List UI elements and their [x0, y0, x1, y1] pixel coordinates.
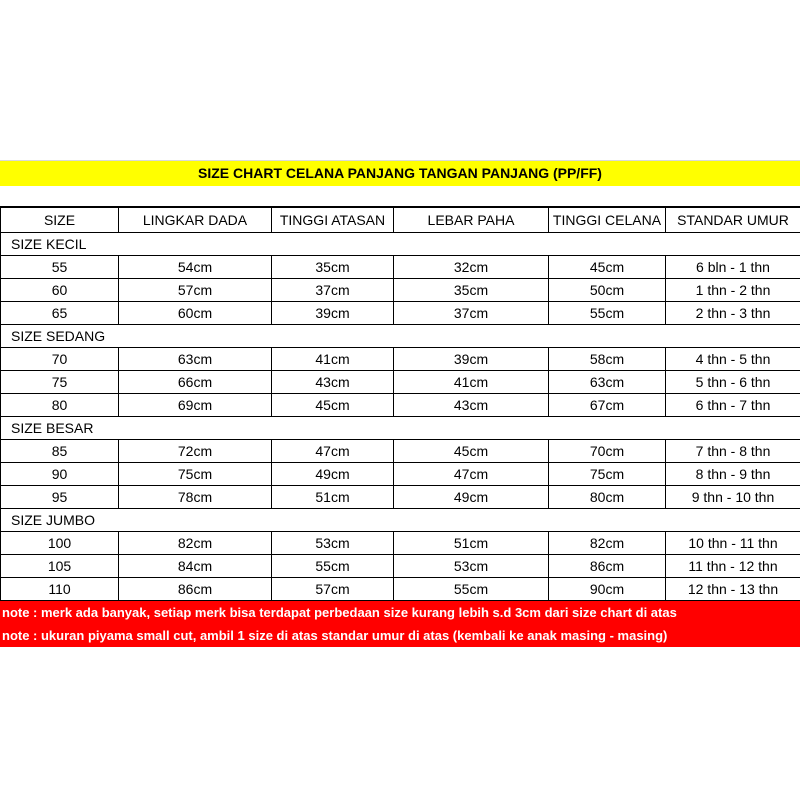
table-cell: 37cm: [394, 302, 549, 325]
size-group-blank: [119, 509, 800, 532]
table-cell: 45cm: [549, 256, 666, 279]
table-cell: 53cm: [394, 555, 549, 578]
size-table: [0, 207, 800, 601]
table-cell: 70cm: [549, 440, 666, 463]
col-header-tinggi-celana: TINGGI CELANA: [549, 208, 666, 233]
table-cell: 55cm: [272, 555, 394, 578]
table-cell: 43cm: [272, 371, 394, 394]
table-cell: 43cm: [394, 394, 549, 417]
col-header-lebar-paha: LEBAR PAHA: [394, 208, 549, 233]
table-cell: 69cm: [119, 394, 272, 417]
size-group-label: SIZE JUMBO: [1, 509, 119, 532]
table-row: [1, 440, 800, 463]
table-cell: 72cm: [119, 440, 272, 463]
table-row: [1, 532, 800, 555]
table-cell: 60cm: [119, 302, 272, 325]
table-cell: 47cm: [394, 463, 549, 486]
table-cell: 37cm: [272, 279, 394, 302]
table-cell: 90: [1, 463, 119, 486]
table-cell: 75cm: [119, 463, 272, 486]
table-cell: 39cm: [272, 302, 394, 325]
table-cell: 39cm: [394, 348, 549, 371]
table-row: [1, 279, 800, 302]
table-cell: 49cm: [394, 486, 549, 509]
table-cell: 6 thn - 7 thn: [666, 394, 800, 417]
table-cell: 35cm: [272, 256, 394, 279]
table-row: [1, 578, 800, 601]
size-group-blank: [119, 325, 800, 348]
size-group-label: SIZE SEDANG: [1, 325, 119, 348]
size-group-blank: [119, 417, 800, 440]
table-cell: 57cm: [119, 279, 272, 302]
table-cell: 41cm: [272, 348, 394, 371]
header-row: [1, 208, 800, 233]
table-cell: 63cm: [119, 348, 272, 371]
table-cell: 35cm: [394, 279, 549, 302]
table-cell: 7 thn - 8 thn: [666, 440, 800, 463]
table-cell: 84cm: [119, 555, 272, 578]
table-cell: 32cm: [394, 256, 549, 279]
table-cell: 75: [1, 371, 119, 394]
table-row: [1, 256, 800, 279]
note-line: note : ukuran piyama small cut, ambil 1 size di atas standar umur di atas (kembali ke anak masing - masing): [2, 628, 668, 643]
table-cell: 67cm: [549, 394, 666, 417]
chart-title: SIZE CHART CELANA PANJANG TANGAN PANJANG (PP/FF): [0, 160, 800, 186]
table-cell: 54cm: [119, 256, 272, 279]
table-cell: 82cm: [549, 532, 666, 555]
table-cell: 45cm: [272, 394, 394, 417]
table-cell: 55: [1, 256, 119, 279]
table-row: [1, 463, 800, 486]
table-cell: 86cm: [549, 555, 666, 578]
table-cell: 86cm: [119, 578, 272, 601]
table-cell: 100: [1, 532, 119, 555]
table-cell: 75cm: [549, 463, 666, 486]
table-cell: 63cm: [549, 371, 666, 394]
table-row: [1, 348, 800, 371]
table-cell: 80: [1, 394, 119, 417]
table-cell: 78cm: [119, 486, 272, 509]
col-header-lingkar-dada: LINGKAR DADA: [119, 208, 272, 233]
size-group-label: SIZE BESAR: [1, 417, 119, 440]
notes-block: [0, 601, 800, 647]
table-row: [1, 302, 800, 325]
table-row: [1, 555, 800, 578]
table-cell: 6 bln - 1 thn: [666, 256, 800, 279]
table-cell: 9 thn - 10 thn: [666, 486, 800, 509]
table-cell: 65: [1, 302, 119, 325]
table-cell: 1 thn - 2 thn: [666, 279, 800, 302]
col-header-size: SIZE: [1, 208, 119, 233]
table-cell: 51cm: [394, 532, 549, 555]
table-cell: 41cm: [394, 371, 549, 394]
table-cell: 50cm: [549, 279, 666, 302]
col-header-tinggi-atasan: TINGGI ATASAN: [272, 208, 394, 233]
table-cell: 95: [1, 486, 119, 509]
table-cell: 10 thn - 11 thn: [666, 532, 800, 555]
table-cell: 90cm: [549, 578, 666, 601]
note-line: note : merk ada banyak, setiap merk bisa terdapat perbedaan size kurang lebih s.d 3cm dari size chart di atas: [2, 605, 677, 620]
spacer-row: [0, 186, 800, 207]
table-cell: 51cm: [272, 486, 394, 509]
size-group-row: [1, 417, 800, 440]
table-cell: 85: [1, 440, 119, 463]
table-cell: 66cm: [119, 371, 272, 394]
table-cell: 58cm: [549, 348, 666, 371]
table-cell: 8 thn - 9 thn: [666, 463, 800, 486]
col-header-standar-umur: STANDAR UMUR: [666, 208, 800, 233]
table-cell: 12 thn - 13 thn: [666, 578, 800, 601]
size-group-row: [1, 509, 800, 532]
table-cell: 105: [1, 555, 119, 578]
size-chart-sheet: [0, 160, 800, 647]
table-cell: 47cm: [272, 440, 394, 463]
table-row: [1, 394, 800, 417]
table-cell: 110: [1, 578, 119, 601]
table-cell: 80cm: [549, 486, 666, 509]
table-cell: 45cm: [394, 440, 549, 463]
table-cell: 60: [1, 279, 119, 302]
table-body: [1, 233, 800, 601]
size-group-row: [1, 325, 800, 348]
table-cell: 55cm: [549, 302, 666, 325]
table-row: [1, 371, 800, 394]
table-cell: 11 thn - 12 thn: [666, 555, 800, 578]
table-cell: 2 thn - 3 thn: [666, 302, 800, 325]
table-cell: 82cm: [119, 532, 272, 555]
table-cell: 4 thn - 5 thn: [666, 348, 800, 371]
table-cell: 57cm: [272, 578, 394, 601]
table-cell: 53cm: [272, 532, 394, 555]
table-cell: 49cm: [272, 463, 394, 486]
table-cell: 5 thn - 6 thn: [666, 371, 800, 394]
table-row: [1, 486, 800, 509]
table-cell: 55cm: [394, 578, 549, 601]
size-group-label: SIZE KECIL: [1, 233, 119, 256]
size-group-blank: [119, 233, 800, 256]
table-cell: 70: [1, 348, 119, 371]
size-group-row: [1, 233, 800, 256]
